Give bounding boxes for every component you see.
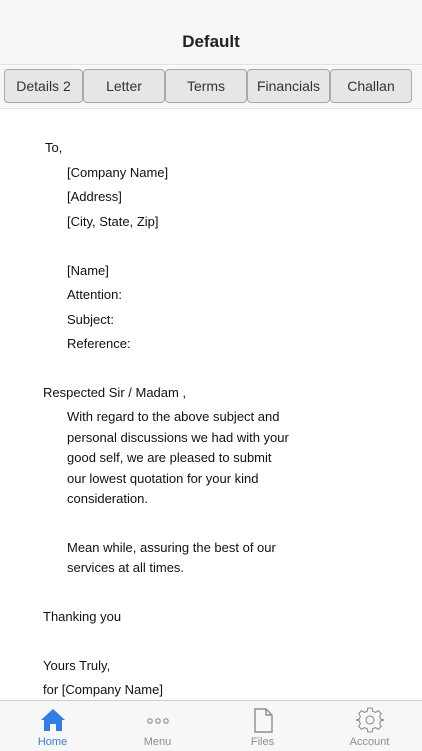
tab-financials[interactable]: Financials: [247, 69, 330, 103]
reference-label: Reference:: [67, 336, 131, 351]
bottom-tab-menu[interactable]: [105, 701, 210, 751]
closing-line: Yours Truly,: [43, 658, 111, 673]
thanking-line: Thanking you: [43, 609, 122, 624]
nav-bar: [0, 0, 422, 65]
tab-challan[interactable]: Challan: [330, 69, 412, 103]
bottom-tab-label: Menu: [143, 736, 172, 748]
page-title: Default: [182, 32, 240, 51]
bottom-tab-account[interactable]: [317, 701, 422, 751]
to-line: To,: [45, 140, 63, 155]
body-paragraph-1-line: good self, we are pleased to submit: [67, 450, 272, 465]
bottom-tab-home[interactable]: [0, 701, 105, 751]
tab-terms[interactable]: Terms: [165, 69, 247, 103]
gear-icon: [356, 706, 384, 734]
home-icon: [39, 706, 67, 734]
file-icon: [249, 706, 277, 734]
bottom-tab-files[interactable]: [210, 701, 315, 751]
bottom-tab-label: Account: [349, 736, 390, 748]
for-company-line: for [Company Name]: [43, 682, 163, 697]
bottom-tab-label: Files: [250, 736, 275, 748]
attention-label: Attention:: [67, 287, 122, 302]
tab-letter[interactable]: Letter: [83, 69, 165, 103]
bottom-tab-label: Home: [37, 736, 68, 748]
subject-label: Subject:: [67, 312, 114, 327]
body-paragraph-1-line: our lowest quotation for your kind: [67, 471, 259, 486]
body-paragraph-1-line: personal discussions we had with your: [67, 430, 289, 445]
more-dots-icon: [144, 706, 172, 734]
letter-content[interactable]: [0, 110, 422, 700]
name-placeholder: [Name]: [67, 263, 109, 278]
company-name-placeholder: [Company Name]: [67, 165, 169, 180]
body-paragraph-2-line: services at all times.: [67, 560, 185, 575]
segment-tab-bar: [0, 66, 422, 109]
body-paragraph-2-line: Mean while, assuring the best of our: [67, 540, 276, 555]
address-placeholder: [Address]: [67, 189, 122, 204]
tab-details-2[interactable]: Details 2: [4, 69, 83, 103]
body-paragraph-1-line: consideration.: [67, 491, 148, 506]
bottom-tab-bar: [0, 700, 422, 751]
city-state-zip-placeholder: [City, State, Zip]: [67, 214, 159, 229]
salutation: Respected Sir / Madam ,: [43, 385, 187, 400]
body-paragraph-1-line: With regard to the above subject and: [67, 409, 280, 424]
